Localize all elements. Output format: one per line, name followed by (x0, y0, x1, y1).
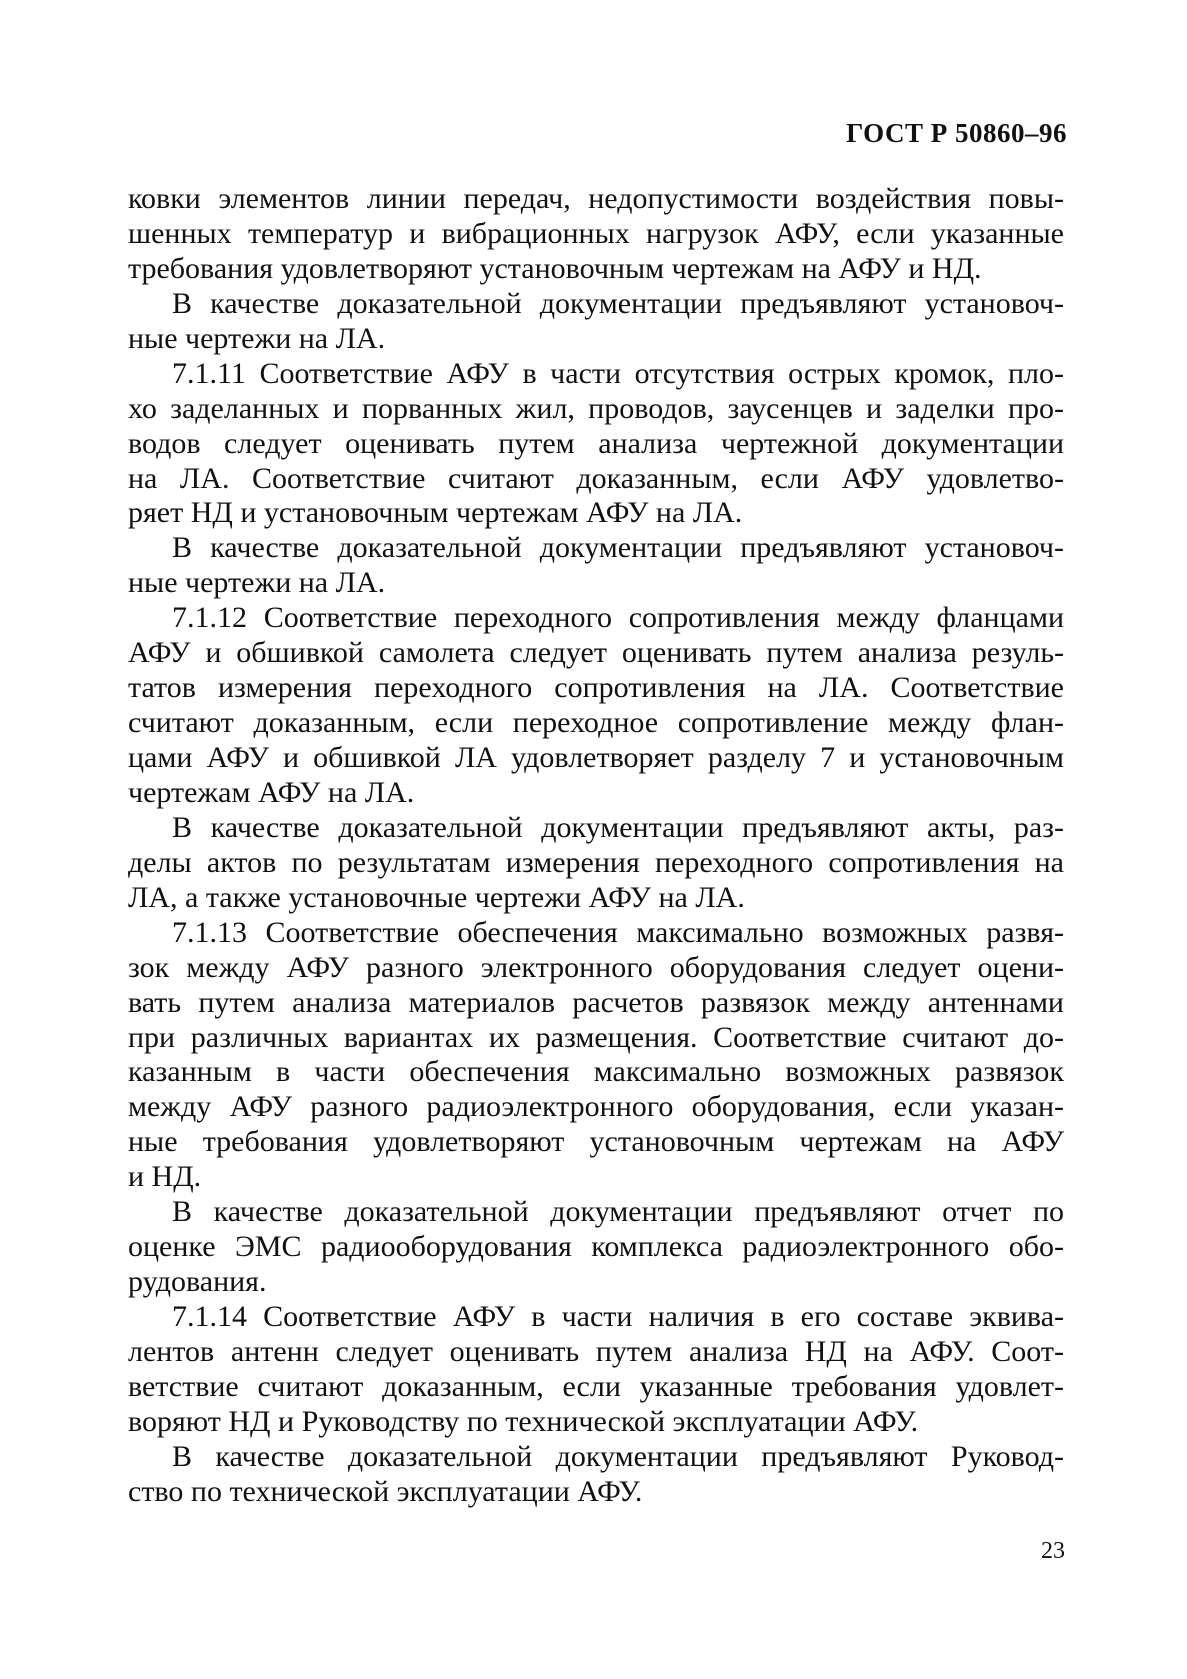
text-line: 7.1.12 Соответствие переходного сопротивления между фланцами (172, 601, 1064, 635)
text-line: при различных вариантах их размещения. Соответствие считают до- (128, 1020, 1064, 1054)
page-number: 23 (1041, 1538, 1065, 1564)
text-line: ные чертежи на ЛА. (128, 566, 386, 600)
text-line: чертежам АФУ на ЛА. (128, 775, 415, 809)
text-line: В качестве доказательной документации предъявляют Руковод- (172, 1439, 1064, 1473)
text-line: 7.1.11 Соответствие АФУ в части отсутствия острых кромок, пло- (172, 356, 1064, 390)
text-line: водов следует оценивать путем анализа чертежной документации (128, 426, 1064, 460)
text-line: шенных температур и вибрационных нагрузок АФУ, если указанные (128, 216, 1064, 250)
text-line: ство по технической эксплуатации АФУ. (128, 1474, 643, 1508)
text-line: считают доказанным, если переходное сопротивление между флан- (128, 706, 1064, 740)
text-line: ЛА, а также установочные чертежи АФУ на ЛА. (128, 880, 745, 914)
text-line: ветствие считают доказанным, если указанные требования удовлет- (128, 1369, 1064, 1403)
text-line: ряет НД и установочным чертежам АФУ на ЛА. (128, 496, 743, 530)
text-line: требования удовлетворяют установочным чертежам на АФУ и НД. (128, 251, 982, 285)
text-line: ные требования удовлетворяют установочным чертежам на АФУ (128, 1125, 1064, 1159)
text-line: ные чертежи на ЛА. (128, 321, 386, 355)
text-line: оценке ЭМС радиооборудования комплекса радиоэлектронного обо- (128, 1230, 1064, 1264)
text-line: В качестве доказательной документации предъявляют акты, раз- (172, 810, 1064, 844)
text-line: на ЛА. Соответствие считают доказанным, если АФУ удовлетво- (128, 461, 1064, 495)
text-line: 7.1.13 Соответствие обеспечения максимально возможных развя- (172, 915, 1064, 949)
text-line: делы актов по результатам измерения переходного сопротивления на (128, 845, 1064, 879)
text-line: между АФУ разного радиоэлектронного оборудования, если указан- (128, 1090, 1064, 1124)
text-line: 7.1.14 Соответствие АФУ в части наличия в его составе эквива- (172, 1300, 1064, 1333)
text-line: В качестве доказательной документации предъявляют установоч- (172, 286, 1064, 320)
text-line: татов измерения переходного сопротивления на ЛА. Соответствие (128, 671, 1064, 705)
text-line: цами АФУ и обшивкой ЛА удовлетворяет разделу 7 и установочным (128, 741, 1064, 774)
text-line: казанным в части обеспечения максимально возможных развязок (128, 1055, 1064, 1089)
text-line: воряют НД и Руководству по технической эксплуатации АФУ. (128, 1404, 919, 1438)
text-line: хо заделанных и порванных жил, проводов, заусенцев и заделки про- (128, 391, 1064, 425)
text-line: АФУ и обшивкой самолета следует оценивать путем анализа резуль- (128, 636, 1064, 670)
text-line: лентов антенн следует оценивать путем анализа НД на АФУ. Соот- (128, 1334, 1064, 1368)
text-line: зок между АФУ разного электронного оборудования следует оцени- (128, 950, 1064, 984)
document-code-header: ГОСТ Р 50860–96 (846, 118, 1067, 148)
text-line: рудования. (128, 1265, 267, 1299)
text-line: вать путем анализа материалов расчетов развязок между антеннами (128, 985, 1064, 1019)
text-line: ковки элементов линии передач, недопустимости воздействия повы- (128, 182, 1064, 215)
text-line: В качестве доказательной документации предъявляют отчет по (172, 1195, 1064, 1229)
text-line: В качестве доказательной документации предъявляют установоч- (172, 531, 1064, 565)
body-text (128, 182, 1064, 1510)
text-line: и НД. (128, 1160, 202, 1194)
